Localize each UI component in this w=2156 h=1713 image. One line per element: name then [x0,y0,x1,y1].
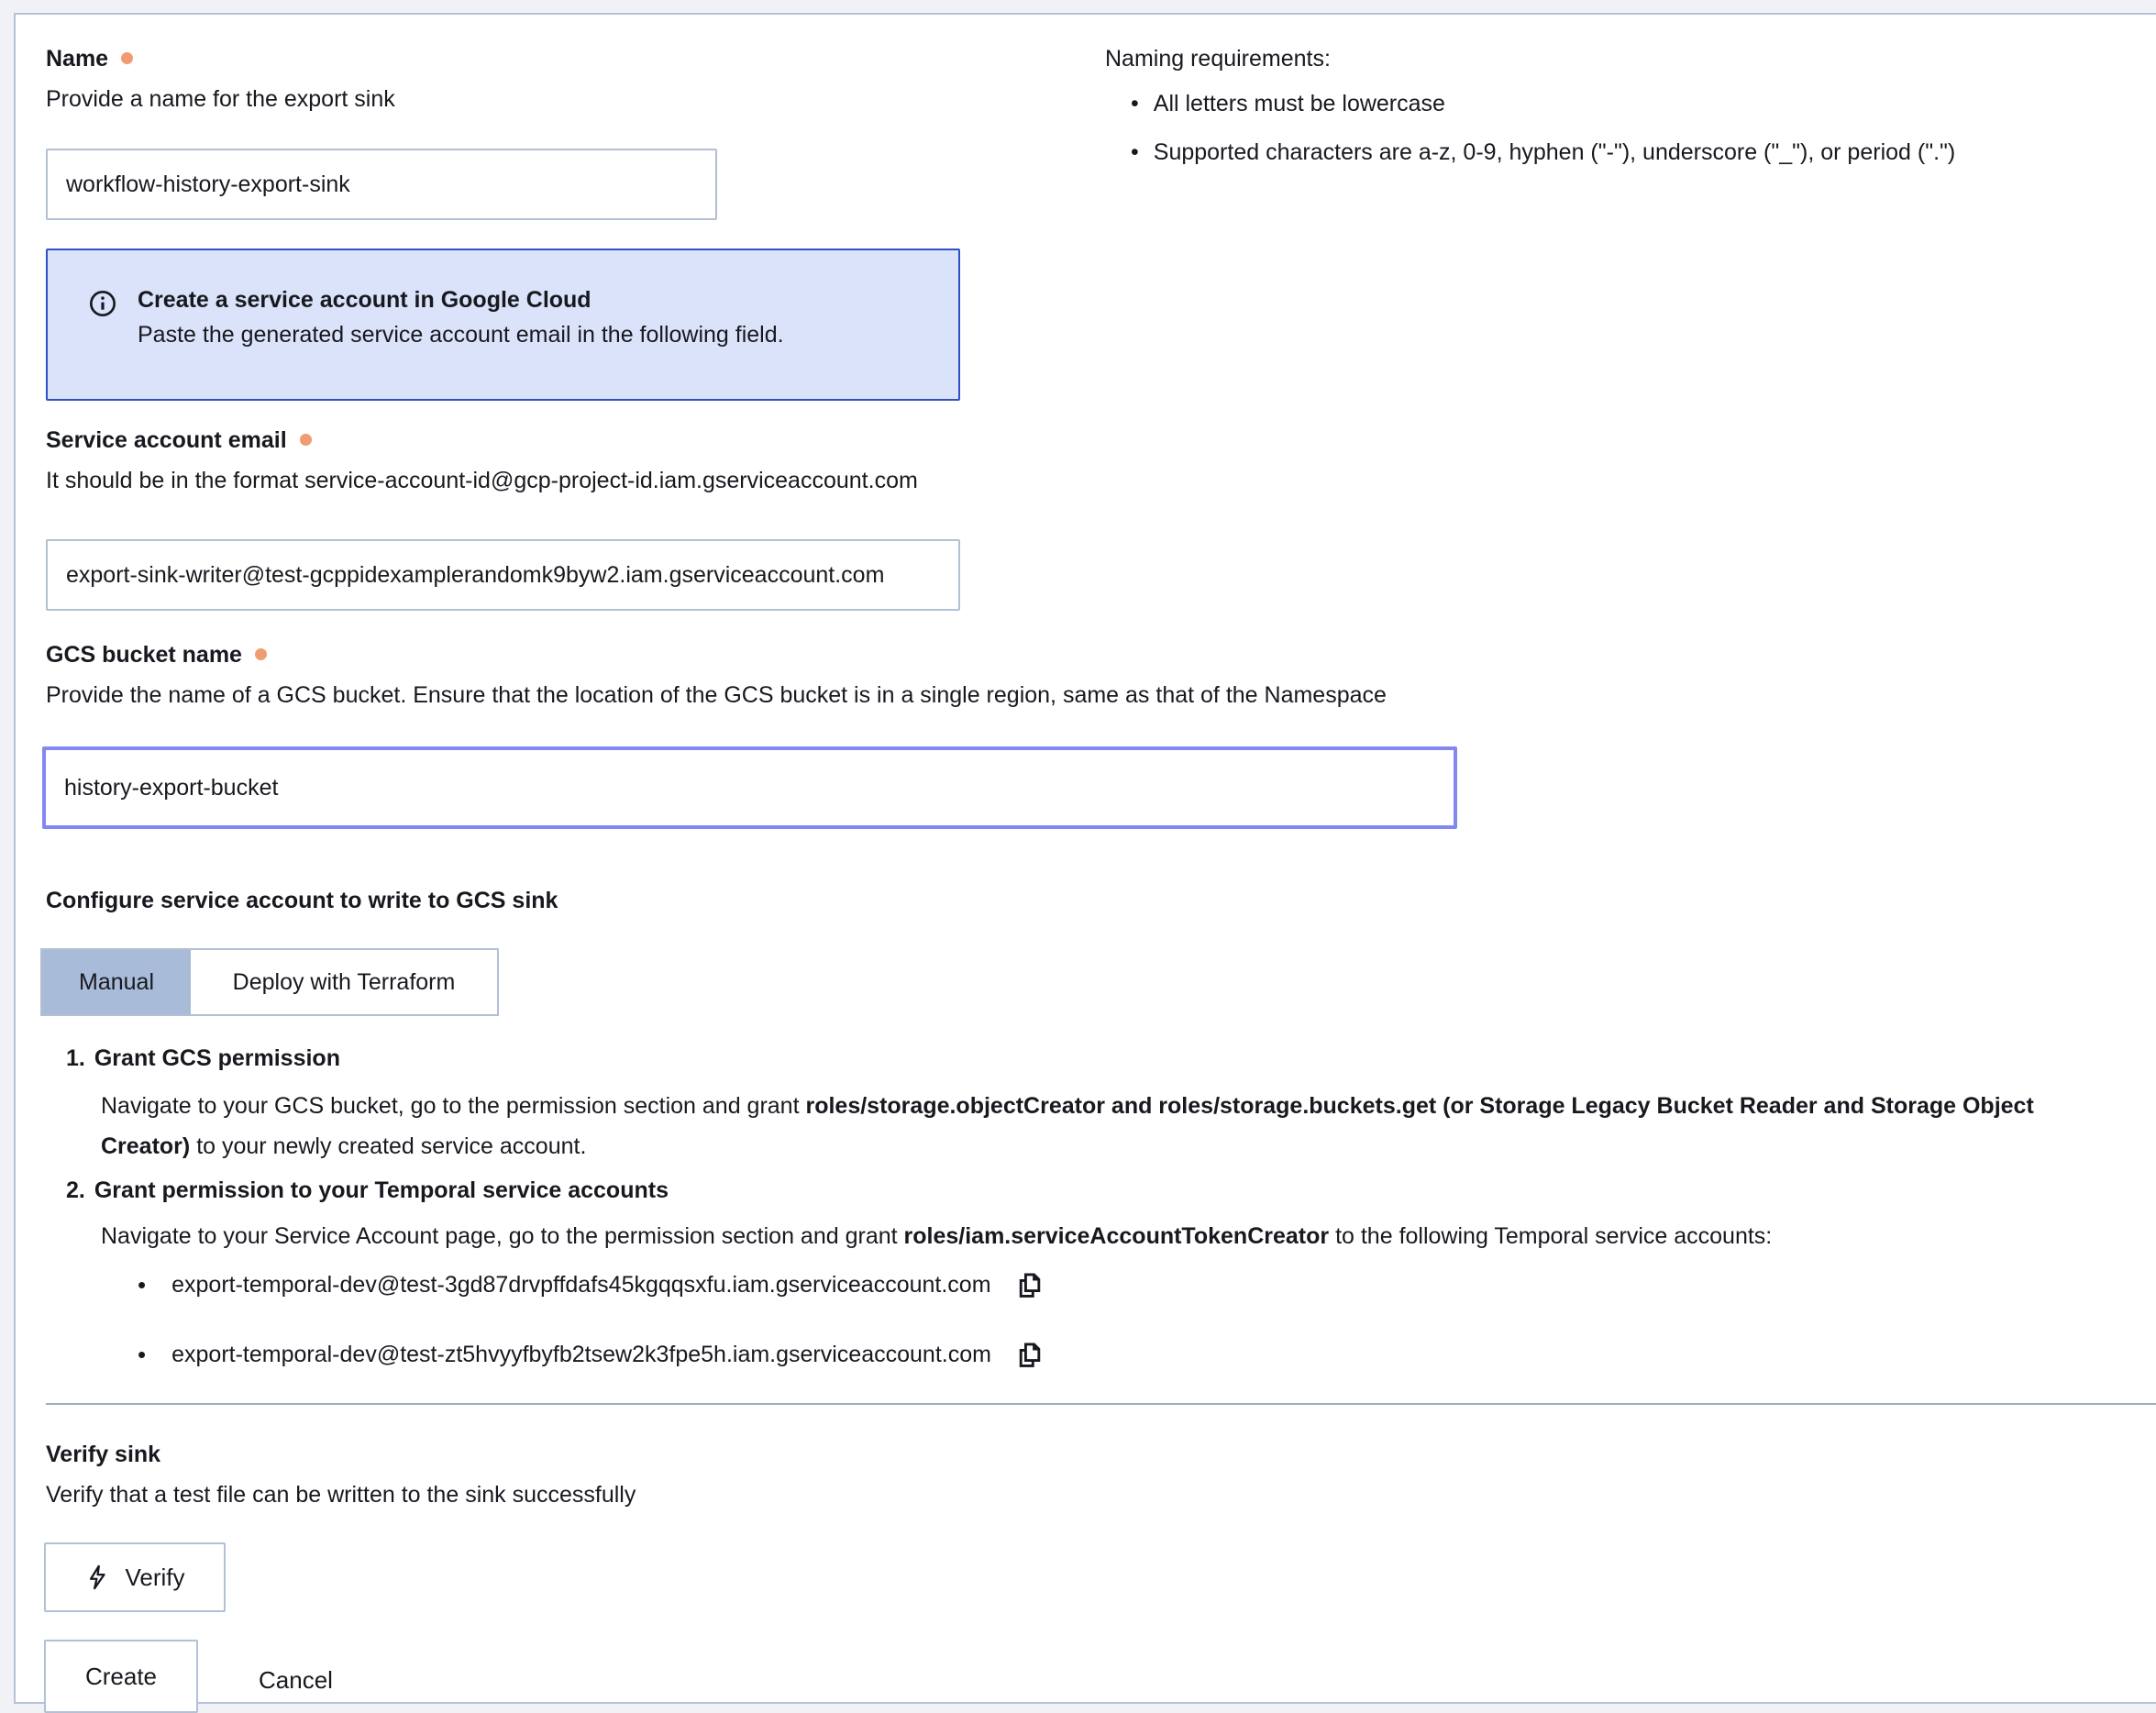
configure-tabs [40,948,499,1016]
bucket-description: Provide the name of a GCS bucket. Ensure that the location of the GCS bucket is in a single region, same as that of the Namespace [46,682,1387,708]
service-account-label: Service account email [46,427,287,453]
cancel-button[interactable]: Cancel [253,1665,338,1696]
name-input[interactable] [46,149,717,220]
naming-requirements-title: Naming requirements: [1105,46,1331,72]
verify-description: Verify that a test file can be written to the sink successfully [46,1482,636,1508]
name-label: Name [46,46,109,72]
bullet-icon: • [138,1270,147,1299]
name-label-row [46,46,133,72]
info-banner-title: Create a service account in Google Cloud [138,287,592,313]
step-2-body: Navigate to your Service Account page, go to the permission section and grant roles/iam.serviceAccountTokenCreator to the following Temporal service accounts: [101,1223,1773,1249]
copy-icon[interactable] [1015,1269,1045,1300]
temporal-service-account-email: export-temporal-dev@test-3gd87drvpffdafs45kgqqsxfu.iam.gserviceaccount.com [171,1271,991,1298]
bucket-input[interactable] [42,746,1457,829]
naming-requirement-item: • All letters must be lowercase [1131,87,2156,120]
naming-requirements [1105,46,2156,184]
bucket-label-row [46,642,267,669]
info-icon [88,289,117,318]
required-dot [300,434,312,446]
service-account-label-row [46,427,312,454]
lightning-icon [84,1564,110,1591]
configure-title: Configure service account to write to GCS sink [46,888,558,913]
step-1-body: Navigate to your GCS bucket, go to the permission section and grant roles/storage.objectCreator and roles/storage.buckets.get (or Storage Legacy Bucket Reader and Storage Object Creator) to your newly created service account. [101,1093,2034,1159]
tab-manual[interactable]: Manual [42,950,191,1014]
naming-requirement-item: • Supported characters are a-z, 0-9, hyphen ("-"), underscore ("_"), or period (".") [1131,136,2156,169]
step-2-number: 2. [66,1177,85,1203]
name-description: Provide a name for the export sink [46,86,395,112]
section-divider [46,1403,2156,1405]
verify-title: Verify sink [46,1442,161,1467]
service-account-input[interactable] [46,539,960,611]
bucket-label: GCS bucket name [46,642,242,668]
required-dot [121,52,133,64]
copy-icon[interactable] [1015,1339,1045,1370]
step-2-title: 2. Grant permission to your Temporal service accounts [66,1177,669,1203]
bullet-icon: • [1131,91,1139,116]
tab-deploy-with-terraform[interactable]: Deploy with Terraform [232,968,456,995]
info-banner [46,249,960,401]
step-1-title: 1. Grant GCS permission [66,1045,340,1071]
create-button[interactable]: Create [44,1640,198,1713]
temporal-service-account-row [138,1269,1045,1300]
temporal-service-account-email: export-temporal-dev@test-zt5hvyyfbyfb2tsew2k3fpe5h.iam.gserviceaccount.com [171,1341,991,1367]
verify-button[interactable]: Verify [44,1542,226,1612]
info-banner-body: Paste the generated service account email in the following field. [138,322,784,348]
required-dot [255,648,267,660]
bullet-icon: • [1131,139,1139,165]
service-account-description: It should be in the format service-account-id@gcp-project-id.iam.gserviceaccount.com [46,468,918,493]
bullet-icon: • [138,1340,147,1368]
step-1-number: 1. [66,1045,85,1071]
temporal-service-account-row [138,1339,1045,1370]
